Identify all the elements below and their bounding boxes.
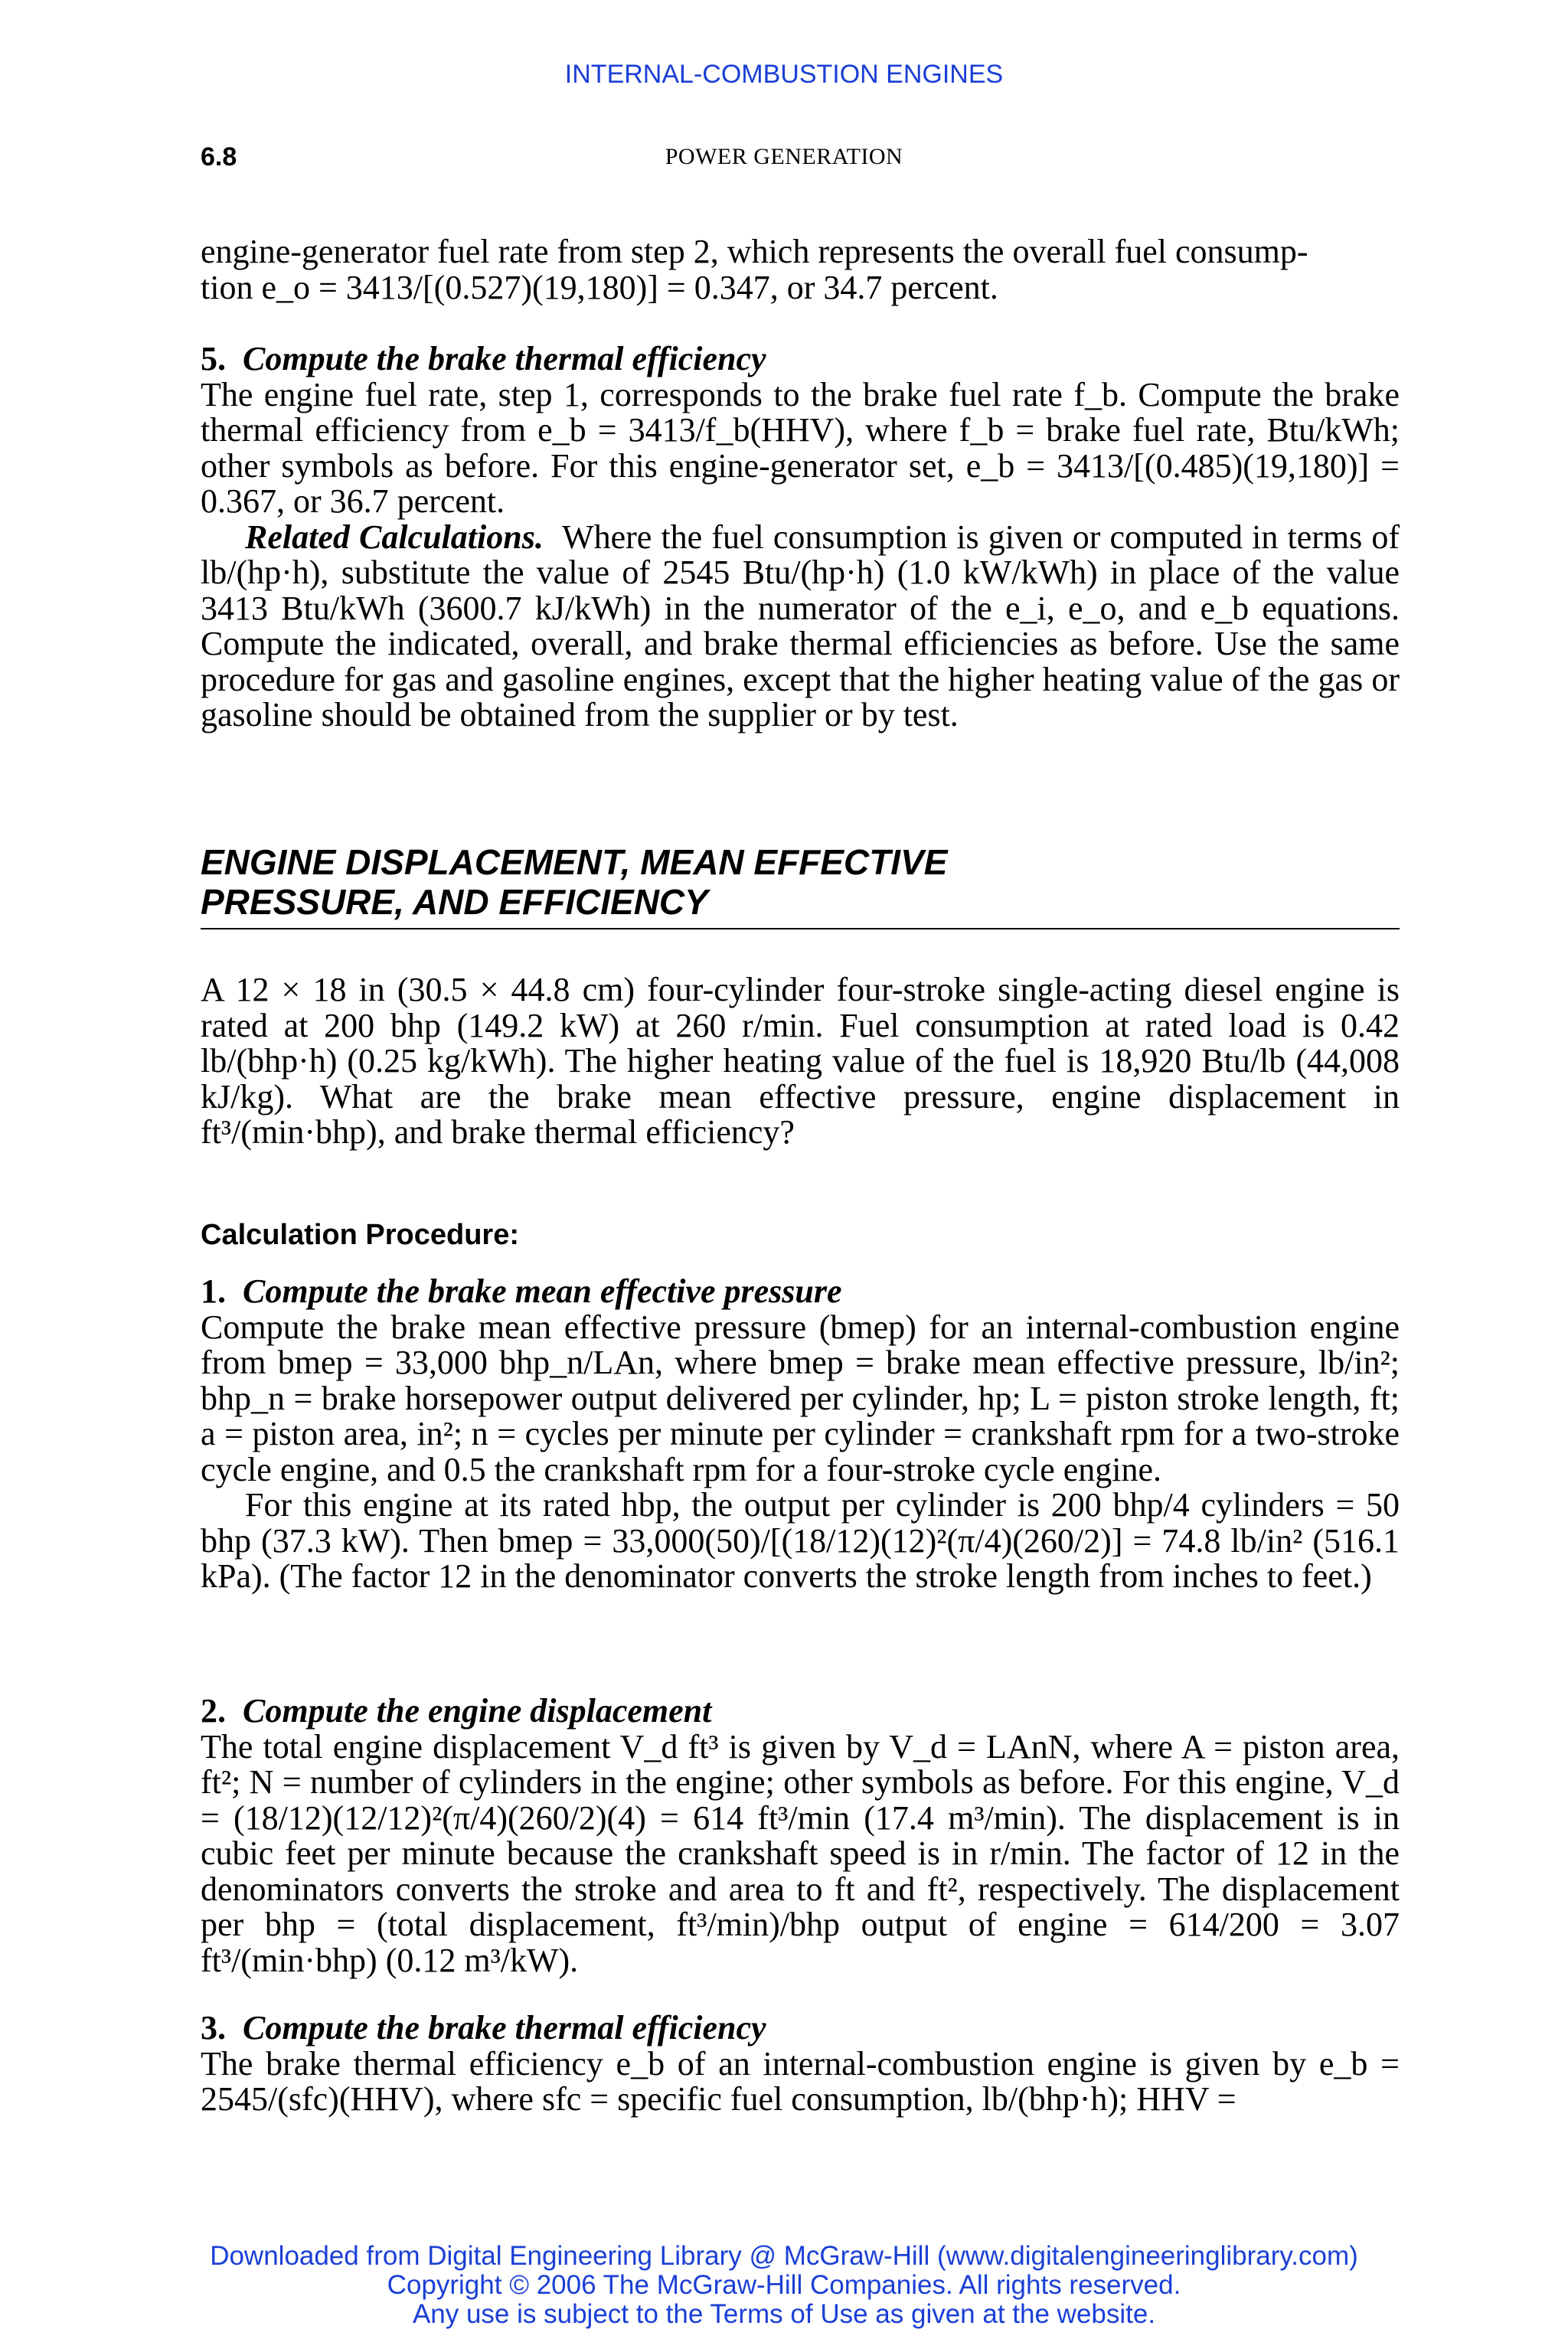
step-1-text-2: For this engine at its rated hbp, the output per cylinder is 200 bhp/4 cylinders = 50 bhp (37.3 kW). Then bmep = 33,000(50)/[(18/12)(12)²(π/4)(260/2)] = 74.8 lb/in² (516.1 kPa). (The factor 12 in the denominator converts the stroke length from inches to feet.) (201, 1486, 1400, 1595)
step-5-heading (201, 341, 1400, 377)
step-3-block (201, 2011, 1400, 2118)
step-3-heading (201, 2011, 1400, 2047)
step-3-heading-text: Compute the brake thermal efficiency (243, 2009, 766, 2047)
step-1-heading (201, 1274, 1400, 1310)
related-calculations-text: Where the fuel consumption is given or computed in terms of lb/(hp·h), substitute the value of 2545 Btu/(hp·h) (1.0 kW/kWh) in place of the value 3413 Btu/kWh (3600.7 kJ/kWh) in the numerator of the e_i, e_o, and e_b equations. Compute the indicated, overall, and brake thermal efficiencies as before. Use the same procedure for gas and gasoline engines, except that the higher heating value of the gas or gasoline should be obtained from the supplier or by test. (201, 518, 1400, 733)
step-5-text: The engine fuel rate, step 1, corresponds to the brake fuel rate f_b. Compute the brake thermal efficiency from e_b = 3413/f_b(HHV), where f_b = brake fuel rate, Btu/kWh; other symbols as before. For this engine-generator set, e_b = 3413/[(0.485)(19,180)] = 0.367, or 36.7 percent. (201, 375, 1400, 520)
step-2-heading-text: Compute the engine displacement (243, 1692, 712, 1730)
step-1-block (201, 1274, 1400, 1595)
step-5-number: 5. (201, 340, 226, 377)
continuation-line-2: tion e_o = 3413/[(0.527)(19,180)] = 0.347, or 34.7 percent. (201, 268, 998, 306)
footer (0, 2242, 1568, 2329)
step-1-text: Compute the brake mean effective pressure (bmep) for an internal-combustion engine from bmep = 33,000 bhp_n/LAn, where bmep = brake mean effective pressure, lb/in²; bhp_n = brake horsepower output delivered per cylinder, hp; L = piston stroke length, ft; a = piston area, in²; n = cycles per minute per cylinder = crankshaft rpm for a two-stroke cycle engine, and 0.5 the crankshaft rpm for a four-stroke cycle engine. (201, 1308, 1400, 1488)
problem-statement (201, 972, 1400, 1151)
step-2-text: The total engine displacement V_d ft³ is given by V_d = LAnN, where A = piston area, ft²; N = number of cylinders in the engine; other symbols as before. For this engine, V_d = (18/12)(12/12)²(π/4)(260/2)(4) = 614 ft³/min (17.4 m³/min). The displacement is in cubic feet per minute because the crankshaft speed is in r/min. The factor of 12 in the denominators converts the stroke and area to ft and ft², respectively. The displacement per bhp = (total displacement, ft³/min)/bhp output of engine = 614/200 = 3.07 ft³/(min·bhp) (0.12 m³/kW). (201, 1727, 1400, 1979)
step-1-heading-text: Compute the brake mean effective pressure (243, 1272, 842, 1310)
continuation-line-1: engine-generator fuel rate from step 2, which represents the overall fuel consump- (201, 233, 1308, 270)
step-2-block (201, 1694, 1400, 1978)
step-2-heading (201, 1694, 1400, 1730)
section-title-line-1: ENGINE DISPLACEMENT, MEAN EFFECTIVE (201, 842, 948, 882)
section-title (201, 842, 1400, 922)
running-head: INTERNAL-COMBUSTION ENGINES (564, 60, 1004, 89)
related-calculations-paragraph (201, 520, 1400, 733)
related-calculations-label: Related Calculations. (245, 518, 544, 556)
step-5-heading-text: Compute the brake thermal efficiency (243, 340, 766, 377)
footer-terms-link[interactable]: Any use is subject to the Terms of Use as given at the website. (412, 2299, 1156, 2329)
step-2-number: 2. (201, 1692, 226, 1730)
continuation-paragraph (201, 234, 1400, 305)
problem-text: A 12 × 18 in (30.5 × 44.8 cm) four-cylinder four-stroke single-acting diesel engine is rated at 200 bhp (149.2 kW) at 260 r/min. Fuel consumption at rated load is 0.42 lb/(bhp·h) (0.25 kg/kWh). The higher heating value of the fuel is 18,920 Btu/lb (44,008 kJ/kg). What are the brake mean effective pressure, engine displacement in ft³/(min·bhp), and brake thermal efficiency? (201, 971, 1400, 1151)
page-number: 6.8 (201, 142, 237, 172)
step-1-number: 1. (201, 1272, 226, 1310)
section-running-head: POWER GENERATION (665, 144, 903, 169)
calculation-procedure-label: Calculation Procedure: (201, 1219, 519, 1251)
footer-copyright: Copyright © 2006 The McGraw-Hill Companies. All rights reserved. (387, 2270, 1181, 2300)
step-5-block (201, 341, 1400, 733)
step-3-text: The brake thermal efficiency e_b of an internal-combustion engine is given by e_b = 2545/(sfc)(HHV), where sfc = specific fuel consumption, lb/(bhp·h); HHV = (201, 2044, 1400, 2118)
footer-download-link[interactable]: Downloaded from Digital Engineering Library @ McGraw-Hill (www.digitalengineeringlibrary.com) (210, 2241, 1358, 2271)
section-divider (201, 928, 1400, 929)
section-title-line-2: PRESSURE, AND EFFICIENCY (201, 882, 708, 922)
step-3-number: 3. (201, 2009, 226, 2047)
